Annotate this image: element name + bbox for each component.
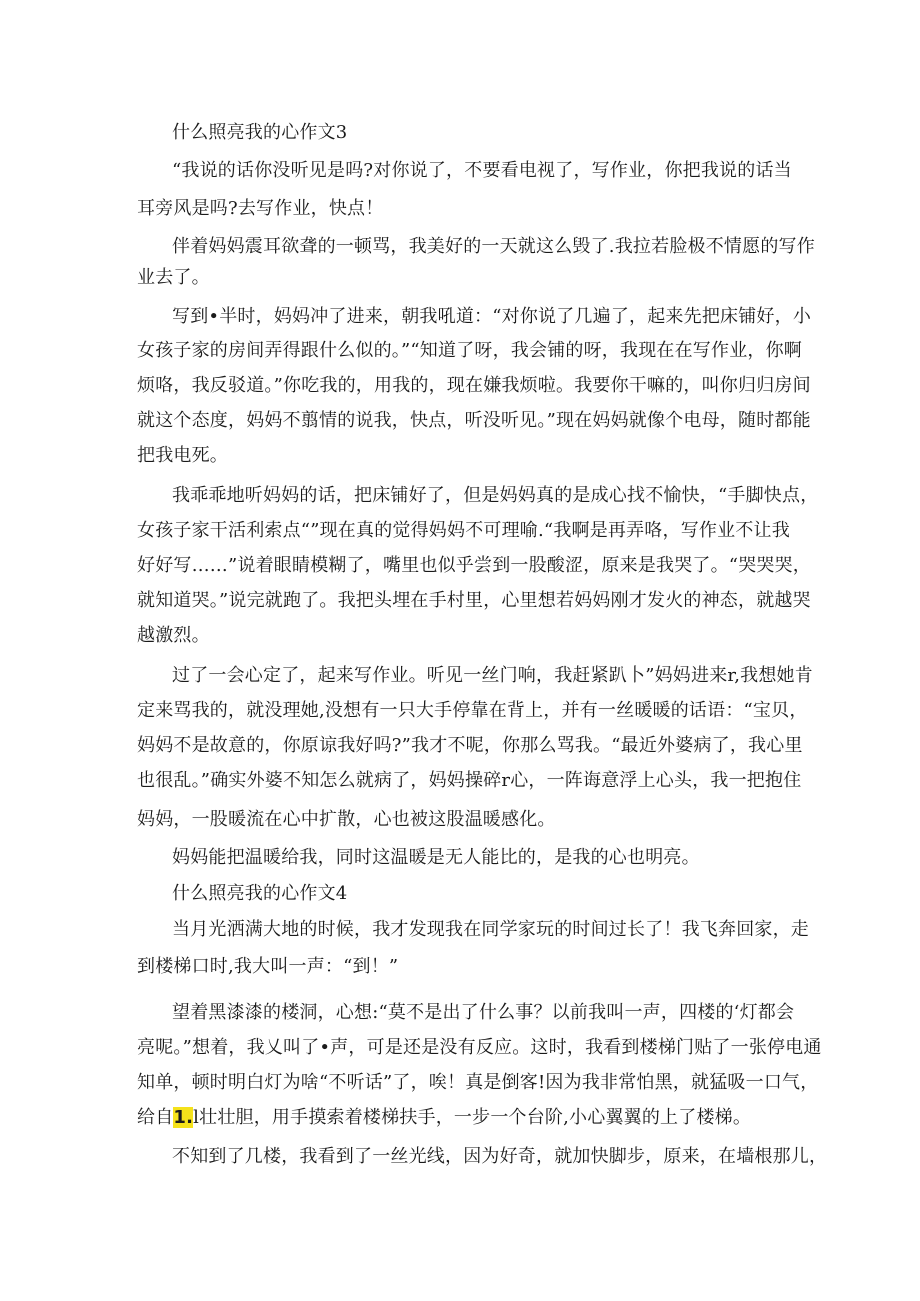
paragraph-line: 亮呢。”想着，我乂叫了•声，可是还是没有反应。这时，我看到楼梯门贴了一张停电通 — [137, 1037, 822, 1058]
paragraph-line: 就这个态度，妈妈不翦情的说我，快点，听没听见。”现在妈妈就像个电母，随时都能 — [137, 410, 811, 431]
paragraph-line — [137, 1106, 787, 1130]
paragraph-line: 不知到了几楼，我看到了一丝光线，因为好奇，就加快脚步，原来，在墙根那儿， — [172, 1146, 828, 1167]
paragraph-line: 当月光洒满大地的时候，我才发现我在同学家玩的时间过长了！我飞奔回家，走 — [172, 919, 809, 940]
paragraph-line: 我乖乖地听妈妈的话，把床铺好了，但是妈妈真的是成心找不愉快，“手脚快点， — [172, 485, 819, 506]
paragraph-line: 女孩子家干活利索点“”现在真的觉得妈妈不可理喻.“我啊是再弄咯，写作业不让我 — [137, 520, 790, 541]
paragraph-line: 就知道哭。”说完就跑了。我把头埋在手村里，心里想若妈妈刚才发火的神态，就越哭 — [137, 590, 811, 611]
paragraph-line: 耳旁风是吗?去写作业，快点！ — [137, 198, 384, 219]
paragraph-line: 妈妈不是故意的，你原谅我好吗?”我才不呢，你那么骂我。“最近外婆病了，我心里 — [137, 735, 803, 756]
paragraph-line: 妈妈，一股暖流在心中扩散，心也被这股温暖感化。 — [137, 809, 556, 830]
paragraph-line: 女孩子家的房间弄得跟什么似的。”“知道了呀，我会铺的呀，我现在在写作业，你啊 — [137, 340, 803, 361]
paragraph-line: 定来骂我的，就没理她,没想有一只大手停靠在背上，并有一丝暖暖的话语：“宝贝， — [137, 700, 808, 721]
paragraph-line: 妈妈能把温暖给我，同时这温暖是无人能比的，是我的心也明亮。 — [172, 847, 700, 868]
section-title: 什么照亮我的心作文4 — [172, 883, 348, 904]
paragraph-line: 望着黑漆漆的楼洞，心想:“莫不是出了什么事？以前我叫一声，四楼的‘灯都会 — [172, 1002, 795, 1023]
paragraph-line: 写到•半时，妈妈冲了进来，朝我吼道：“对你说了几遍了，起来先把床铺好，小 — [172, 306, 812, 327]
paragraph-line: 烦咯，我反驳道。”你吃我的，用我的，现在嫌我烦啦。我要你干嘛的，叫你归归房间 — [137, 375, 811, 396]
line-suffix: l壮壮胆，用手摸索着楼梯扶手，一步一个台阶,小心翼翼的上了楼梯。 — [193, 1107, 752, 1128]
paragraph-line: 伴着妈妈震耳欲聋的一顿骂，我美好的一天就这么毁了.我拉若脸极不情愿的写作 — [172, 236, 815, 257]
paragraph-line: “我说的话你没听见是吗?对你说了，不要看电视了，写作业，你把我说的话当 — [172, 160, 792, 181]
paragraph-line: 也很乱。”确实外婆不知怎么就病了，妈妈操碎r心，一阵诲意浮上心头，我一把抱住 — [137, 770, 802, 791]
paragraph-line: 过了一会心定了，起来写作业。听见一丝门响，我赶紧趴卜”妈妈进来r,我想她肯 — [172, 665, 813, 686]
paragraph-line: 到楼梯口时,我大叫一声：“到！” — [137, 956, 399, 977]
highlight-mark: 1. — [173, 1107, 194, 1128]
line-prefix: 给自 — [137, 1107, 174, 1128]
section-title: 什么照亮我的心作文3 — [172, 122, 348, 143]
paragraph-line: 好好写……”说着眼睛模糊了，嘴里也似乎尝到一股酸涩，原来是我哭了。“哭哭哭， — [137, 555, 812, 576]
paragraph-line: 业去了。 — [137, 267, 210, 288]
paragraph-line: 知单，顿时明白灯为啥“不听话”了，唉！真是倒客!因为我非常怕黑，就猛吸一口气， — [137, 1072, 819, 1093]
paragraph-line: 把我电死。 — [137, 445, 228, 466]
paragraph-line: 越激烈。 — [137, 625, 210, 646]
